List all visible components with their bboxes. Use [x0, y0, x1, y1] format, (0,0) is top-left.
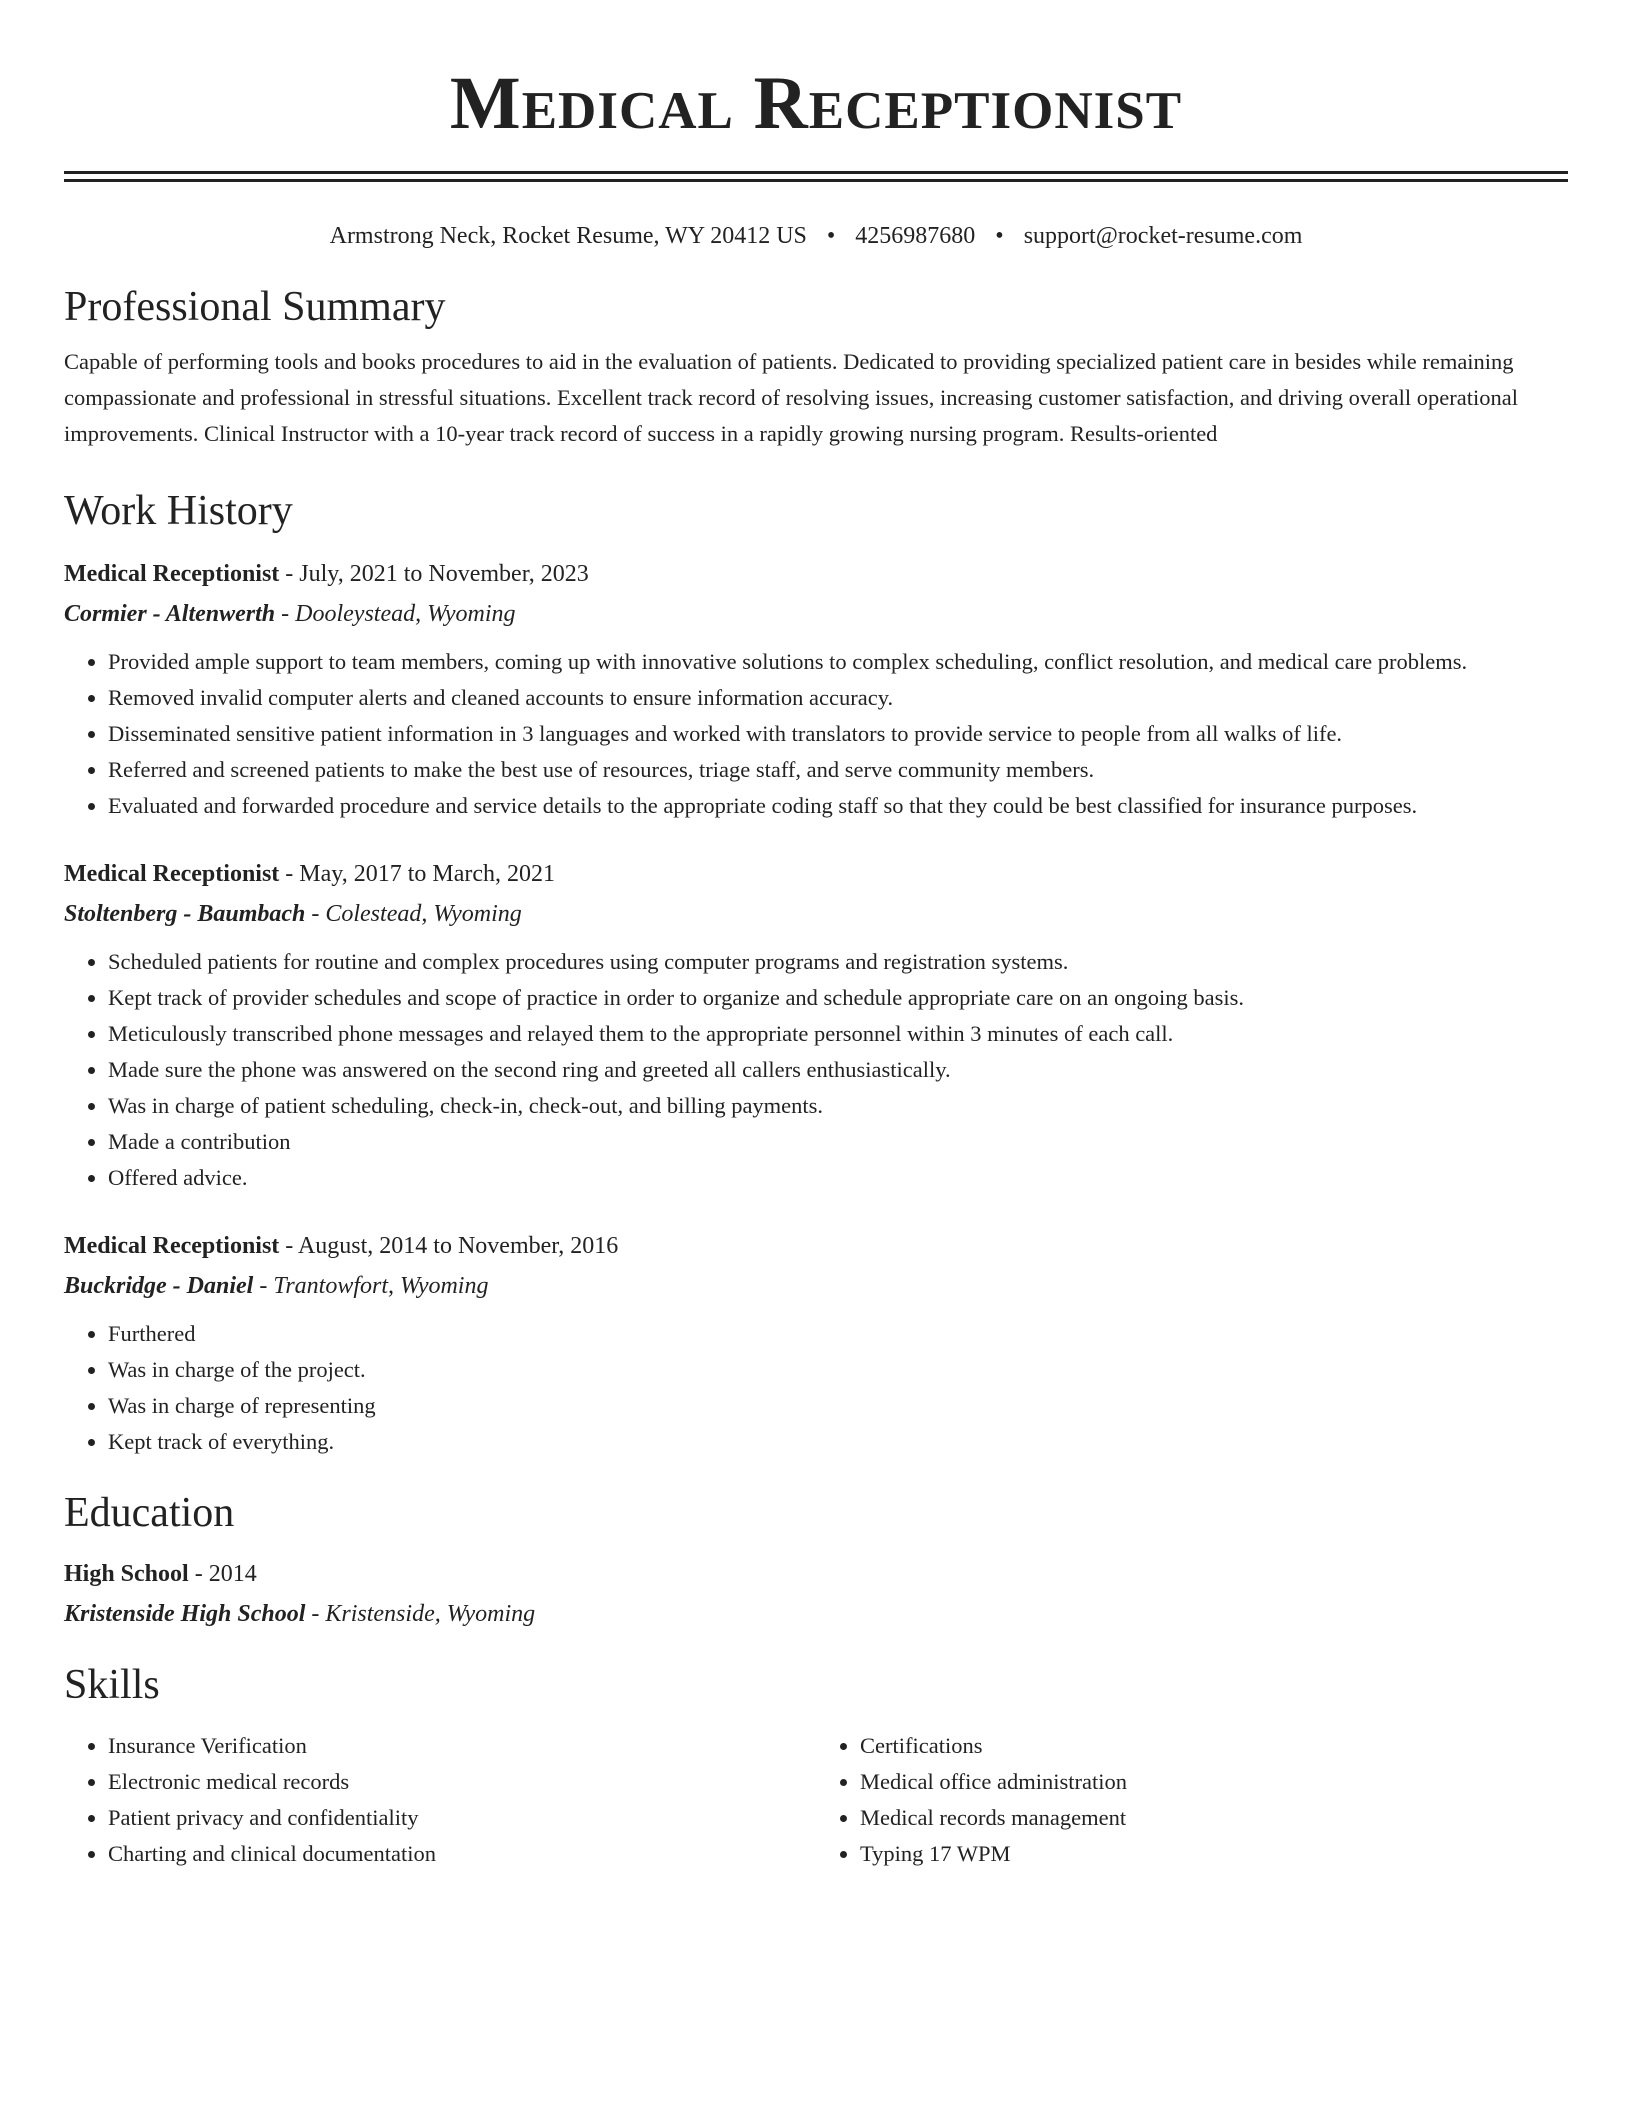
contact-line: [64, 220, 1568, 252]
job-location: - Dooleystead, Wyoming: [275, 601, 516, 627]
job-bullet: • Offered advice.: [108, 1160, 1568, 1196]
contact-separator: •: [995, 223, 1004, 249]
job-bullet: • Made a contribution: [108, 1124, 1568, 1160]
job-company-line: [64, 894, 1568, 934]
job-company-line: [64, 1266, 1568, 1306]
summary-text: Capable of performing tools and books procedures to aid in the evaluation of patients. Dedicated to providing specialized patient care in besides while remaining compassionate and professional in stressful situations. Excellent track record of resolving issues, increasing customer satisfaction, and driving overall operational improvements. Clinical Instructor with a 10-year track record of success in a rapidly growing nursing program. Results-oriented: [64, 349, 1518, 446]
job-company: Buckridge - Daniel: [64, 1273, 254, 1299]
job-title-line: [64, 554, 1568, 594]
education-school: Kristenside High School: [64, 1601, 306, 1627]
job-title: Medical Receptionist: [64, 1233, 280, 1259]
job-title: Medical Receptionist: [64, 861, 280, 887]
skills-list: [64, 1728, 1568, 1872]
job-company-line: [64, 594, 1568, 634]
job-bullets: [64, 1316, 1568, 1460]
job-bullet: • Was in charge of the project.: [108, 1352, 1568, 1388]
skill-item: • Charting and clinical documentation: [108, 1836, 816, 1872]
job-bullet: • Scheduled patients for routine and complex procedures using computer programs and registration systems.: [108, 944, 1568, 980]
job-title-line: [64, 854, 1568, 894]
skill-item: • Medical records management: [860, 1800, 1568, 1836]
education-degree-line: [64, 1554, 1568, 1594]
job-bullet: • Kept track of everything.: [108, 1424, 1568, 1460]
job-bullet: • Was in charge of patient scheduling, check-in, check-out, and billing payments.: [108, 1088, 1568, 1124]
header-divider: [64, 171, 1568, 182]
resume-name: Medical Receptionist: [449, 62, 1183, 145]
skill-item: • Insurance Verification: [108, 1728, 816, 1764]
job-bullets: [64, 944, 1568, 1196]
job-location: - Colestead, Wyoming: [305, 901, 522, 927]
skill-item: • Patient privacy and confidentiality: [108, 1800, 816, 1836]
skill-item: • Electronic medical records: [108, 1764, 816, 1800]
contact-email: support@rocket-resume.com: [1023, 223, 1303, 249]
job-bullet: • Provided ample support to team members, coming up with innovative solutions to complex scheduling, conflict resolution, and medical care problems.: [108, 644, 1568, 680]
skills-heading: Skills: [64, 1662, 160, 1708]
summary-heading: Professional Summary: [64, 284, 446, 330]
job-company: Stoltenberg - Baumbach: [64, 901, 306, 927]
job-dates: - May, 2017 to March, 2021: [279, 861, 556, 887]
job-company: Cormier - Altenwerth: [64, 601, 276, 627]
skill-item: • Medical office administration: [860, 1764, 1568, 1800]
work-history-heading: Work History: [64, 488, 293, 534]
skills-column-right: [816, 1728, 1568, 1872]
job-bullet: • Removed invalid computer alerts and cleaned accounts to ensure information accuracy.: [108, 680, 1568, 716]
education-entry: [64, 1554, 1568, 1634]
job-bullet: • Disseminated sensitive patient information in 3 languages and worked with translators to provide service to people from all walks of life.: [108, 716, 1568, 752]
job-bullet: • Made sure the phone was answered on the second ring and greeted all callers enthusiastically.: [108, 1052, 1568, 1088]
job-dates: - August, 2014 to November, 2016: [279, 1233, 619, 1259]
job-entry: [64, 554, 1568, 824]
job-bullet: • Meticulously transcribed phone messages and relayed them to the appropriate personnel within 3 minutes of each call.: [108, 1016, 1568, 1052]
education-year: - 2014: [188, 1561, 257, 1587]
job-bullets: [64, 644, 1568, 824]
contact-address: Armstrong Neck, Rocket Resume, WY 20412 US: [329, 223, 807, 249]
job-bullet: • Furthered: [108, 1316, 1568, 1352]
education-school-line: [64, 1594, 1568, 1634]
job-entry: [64, 1226, 1568, 1460]
job-title: Medical Receptionist: [64, 561, 280, 587]
job-bullet: • Referred and screened patients to make the best use of resources, triage staff, and serve community members.: [108, 752, 1568, 788]
education-location: - Kristenside, Wyoming: [305, 1601, 536, 1627]
skill-item: • Typing 17 WPM: [860, 1836, 1568, 1872]
skills-column-left: [64, 1728, 816, 1872]
job-bullet: • Kept track of provider schedules and scope of practice in order to organize and schedule appropriate care on an ongoing basis.: [108, 980, 1568, 1016]
job-title-line: [64, 1226, 1568, 1266]
job-bullet: • Evaluated and forwarded procedure and service details to the appropriate coding staff so that they could be best classified for insurance purposes.: [108, 788, 1568, 824]
education-degree: High School: [64, 1561, 189, 1587]
job-bullet: • Was in charge of representing: [108, 1388, 1568, 1424]
job-dates: - July, 2021 to November, 2023: [279, 561, 589, 587]
education-heading: Education: [64, 1490, 235, 1536]
contact-separator: •: [826, 223, 836, 249]
job-entry: [64, 854, 1568, 1196]
job-location: - Trantowfort, Wyoming: [253, 1273, 489, 1299]
contact-phone: 4256987680: [855, 223, 976, 249]
skill-item: • Certifications: [860, 1728, 1568, 1764]
